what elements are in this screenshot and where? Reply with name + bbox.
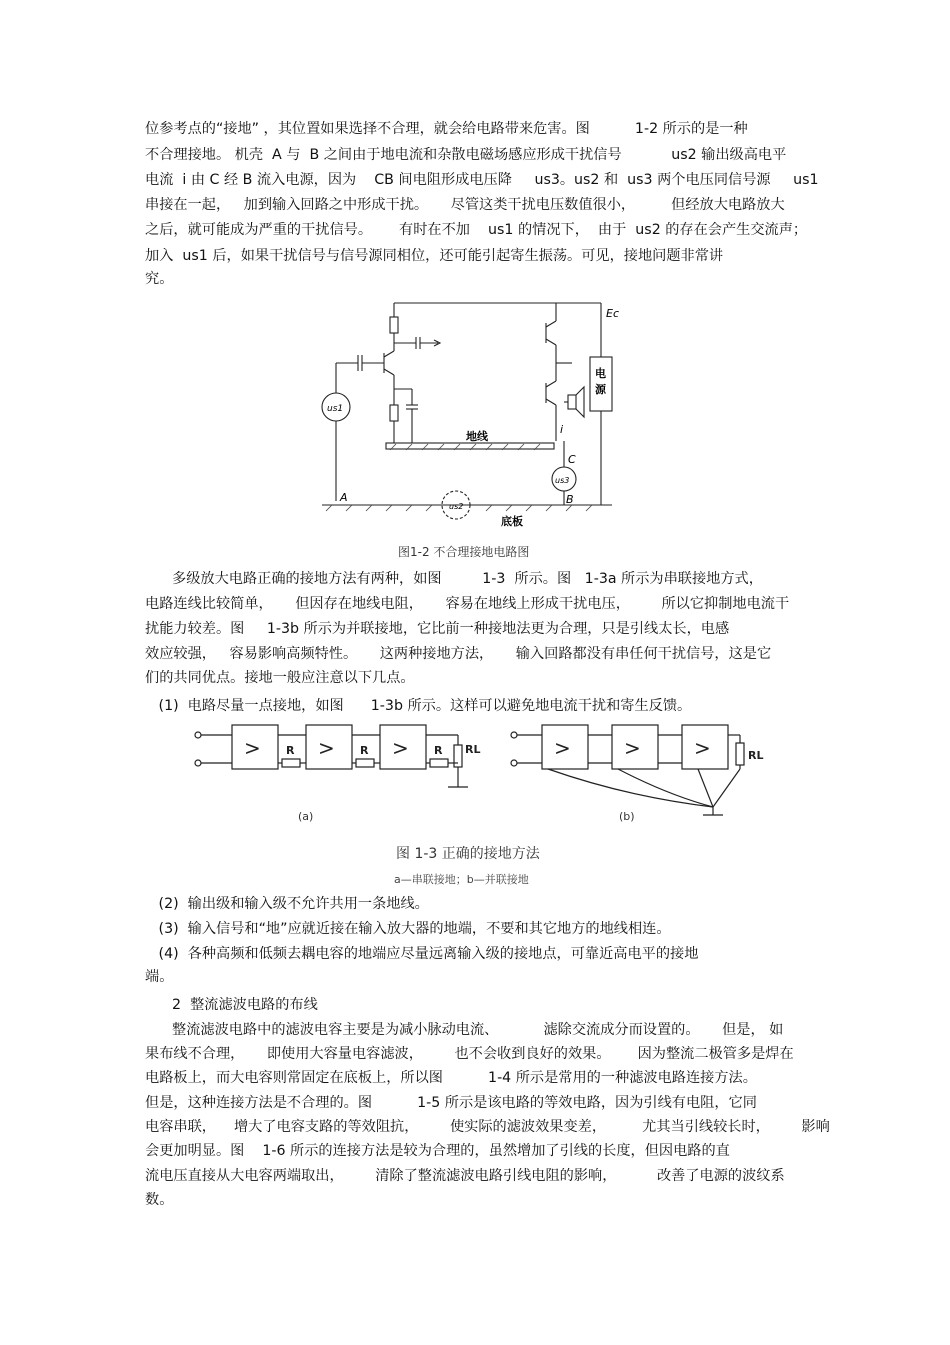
load-resistor-label: RL [748, 749, 764, 762]
figure-1-2-diagram [316, 293, 619, 565]
text-line: 数。 [145, 1192, 174, 1208]
text-line: 会更加明显。图 1-6 所示的连接方法是较为合理的，虽然增加了引线的长度，但因电路的直 [145, 1143, 730, 1159]
text-line: 电流 i 由 C 经 B 流入电源，因为 CB 间电阻形成电压降 us3。us2 和 us3 两个电压同信号源 us1 [145, 172, 819, 188]
label-ground-wire: 地线 [466, 430, 488, 443]
text-line: 究。 [145, 271, 174, 287]
label-us1: us1 [327, 404, 344, 414]
text-line: 效应较强， 容易影响高频特性。 这两种接地方法， 输入回路都没有串任何干扰信号，这是它 [145, 646, 772, 662]
text-line: 端。 [145, 969, 174, 985]
amp-symbol: > [318, 736, 335, 760]
label-us3: us3 [555, 476, 570, 485]
resistor-label: R [286, 744, 295, 757]
text-line: (4) 各种高频和低频去耦电容的地端应尽量远离输入级的接地点，可靠近高电平的接地 [145, 946, 699, 962]
text-line: 扰能力较差。图 1-3b 所示为并联接地，它比前一种接地法更为合理，只是引线太长，电感 [145, 621, 730, 637]
subfigure-b-label: (b) [619, 810, 635, 823]
label-us2: us2 [449, 502, 464, 511]
section-heading: 2 整流滤波电路的布线 [145, 997, 318, 1013]
text-line: 们的共同优点。接地一般应注意以下几点。 [145, 670, 415, 686]
amp-symbol: > [244, 736, 261, 760]
label-a: A [340, 491, 348, 504]
text-line: 位参考点的“接地” ，其位置如果选择不合理，就会给电路带来危害。图 1-2 所示的是一种 [145, 121, 748, 137]
label-power-1: 电 [595, 367, 606, 380]
text-line: 之后，就可能成为严重的干扰信号。 有时在不加 us1 的情况下， 由于 us2 的存在会产生交流声； [145, 222, 808, 238]
label-i: i [560, 423, 564, 436]
resistor-label: R [360, 744, 369, 757]
label-b: B [566, 493, 574, 506]
amp-symbol: > [554, 736, 571, 760]
subfigure-a-label: (a) [298, 810, 314, 823]
figure-1-3-diagram [178, 717, 770, 889]
load-resistor-label: RL [465, 743, 481, 756]
text-line: 不合理接地。 机壳 A 与 B 之间由于地电流和杂散电磁场感应形成干扰信号 us2 输出级高电平 [145, 147, 787, 163]
text-line: 但是，这种连接方法是不合理的。图 1-5 所示是该电路的等效电路，因为引线有电阻，它同 [145, 1095, 757, 1111]
text-line: 电容串联， 增大了电容支路的等效阻抗， 使实际的滤波效果变差， 尤其当引线较长时， 影响 [145, 1119, 830, 1135]
text-line: 流电压直接从大电容两端取出， 清除了整流滤波电路引线电阻的影响， 改善了电源的波纹系 [145, 1168, 785, 1184]
figure-1-2-caption: 图1-2 不合理接地电路图 [398, 545, 530, 559]
amp-symbol: > [392, 736, 409, 760]
resistor-label: R [434, 744, 443, 757]
text-line: (3) 输入信号和“地”应就近接在输入放大器的地端，不要和其它地方的地线相连。 [145, 921, 671, 937]
amp-symbol: > [624, 736, 641, 760]
text-line: 多级放大电路正确的接地方法有两种，如图 1-3 所示。图 1-3a 所示为串联接地方式， [145, 571, 763, 587]
text-line: (1) 电路尽量一点接地，如图 1-3b 所示。这样可以避免地电流干扰和寄生反馈。 [145, 698, 692, 714]
figure-1-3 [178, 717, 770, 889]
text-line: (2) 输出级和输入级不允许共用一条地线。 [145, 896, 429, 912]
figure-1-3-caption: 图 1-3 正确的接地方法 [396, 846, 540, 862]
text-line: 串接在一起， 加到输入回路之中形成干扰。 尽管这类干扰电压数值很小， 但经放大电路放大 [145, 197, 785, 213]
label-chassis: 底板 [501, 515, 523, 528]
label-power-2: 源 [595, 383, 606, 396]
figure-1-3-legend: a—串联接地；b—并联接地 [394, 873, 529, 886]
amp-symbol: > [694, 736, 711, 760]
label-c: C [568, 453, 576, 466]
text-line: 整流滤波电路中的滤波电容主要是为减小脉动电流、 滤除交流成分而设置的。 但是， 如 [145, 1022, 784, 1038]
label-ec: Ec [606, 307, 619, 320]
text-line: 电路板上，而大电容则常固定在底板上，所以图 1-4 所示是常用的一种滤波电路连接方法。 [145, 1070, 757, 1086]
text-line: 电路连线比较简单， 但因存在地线电阻， 容易在地线上形成干扰电压， 所以它抑制地电流干 [145, 596, 790, 612]
text-line: 果布线不合理， 即使用大容量电容滤波， 也不会收到良好的效果。 因为整流二极管多是焊在 [145, 1046, 794, 1062]
figure-1-2 [316, 293, 619, 565]
text-line: 加入 us1 后，如果干扰信号与信号源同相位，还可能引起寄生振荡。可见，接地问题非常讲 [145, 248, 724, 264]
